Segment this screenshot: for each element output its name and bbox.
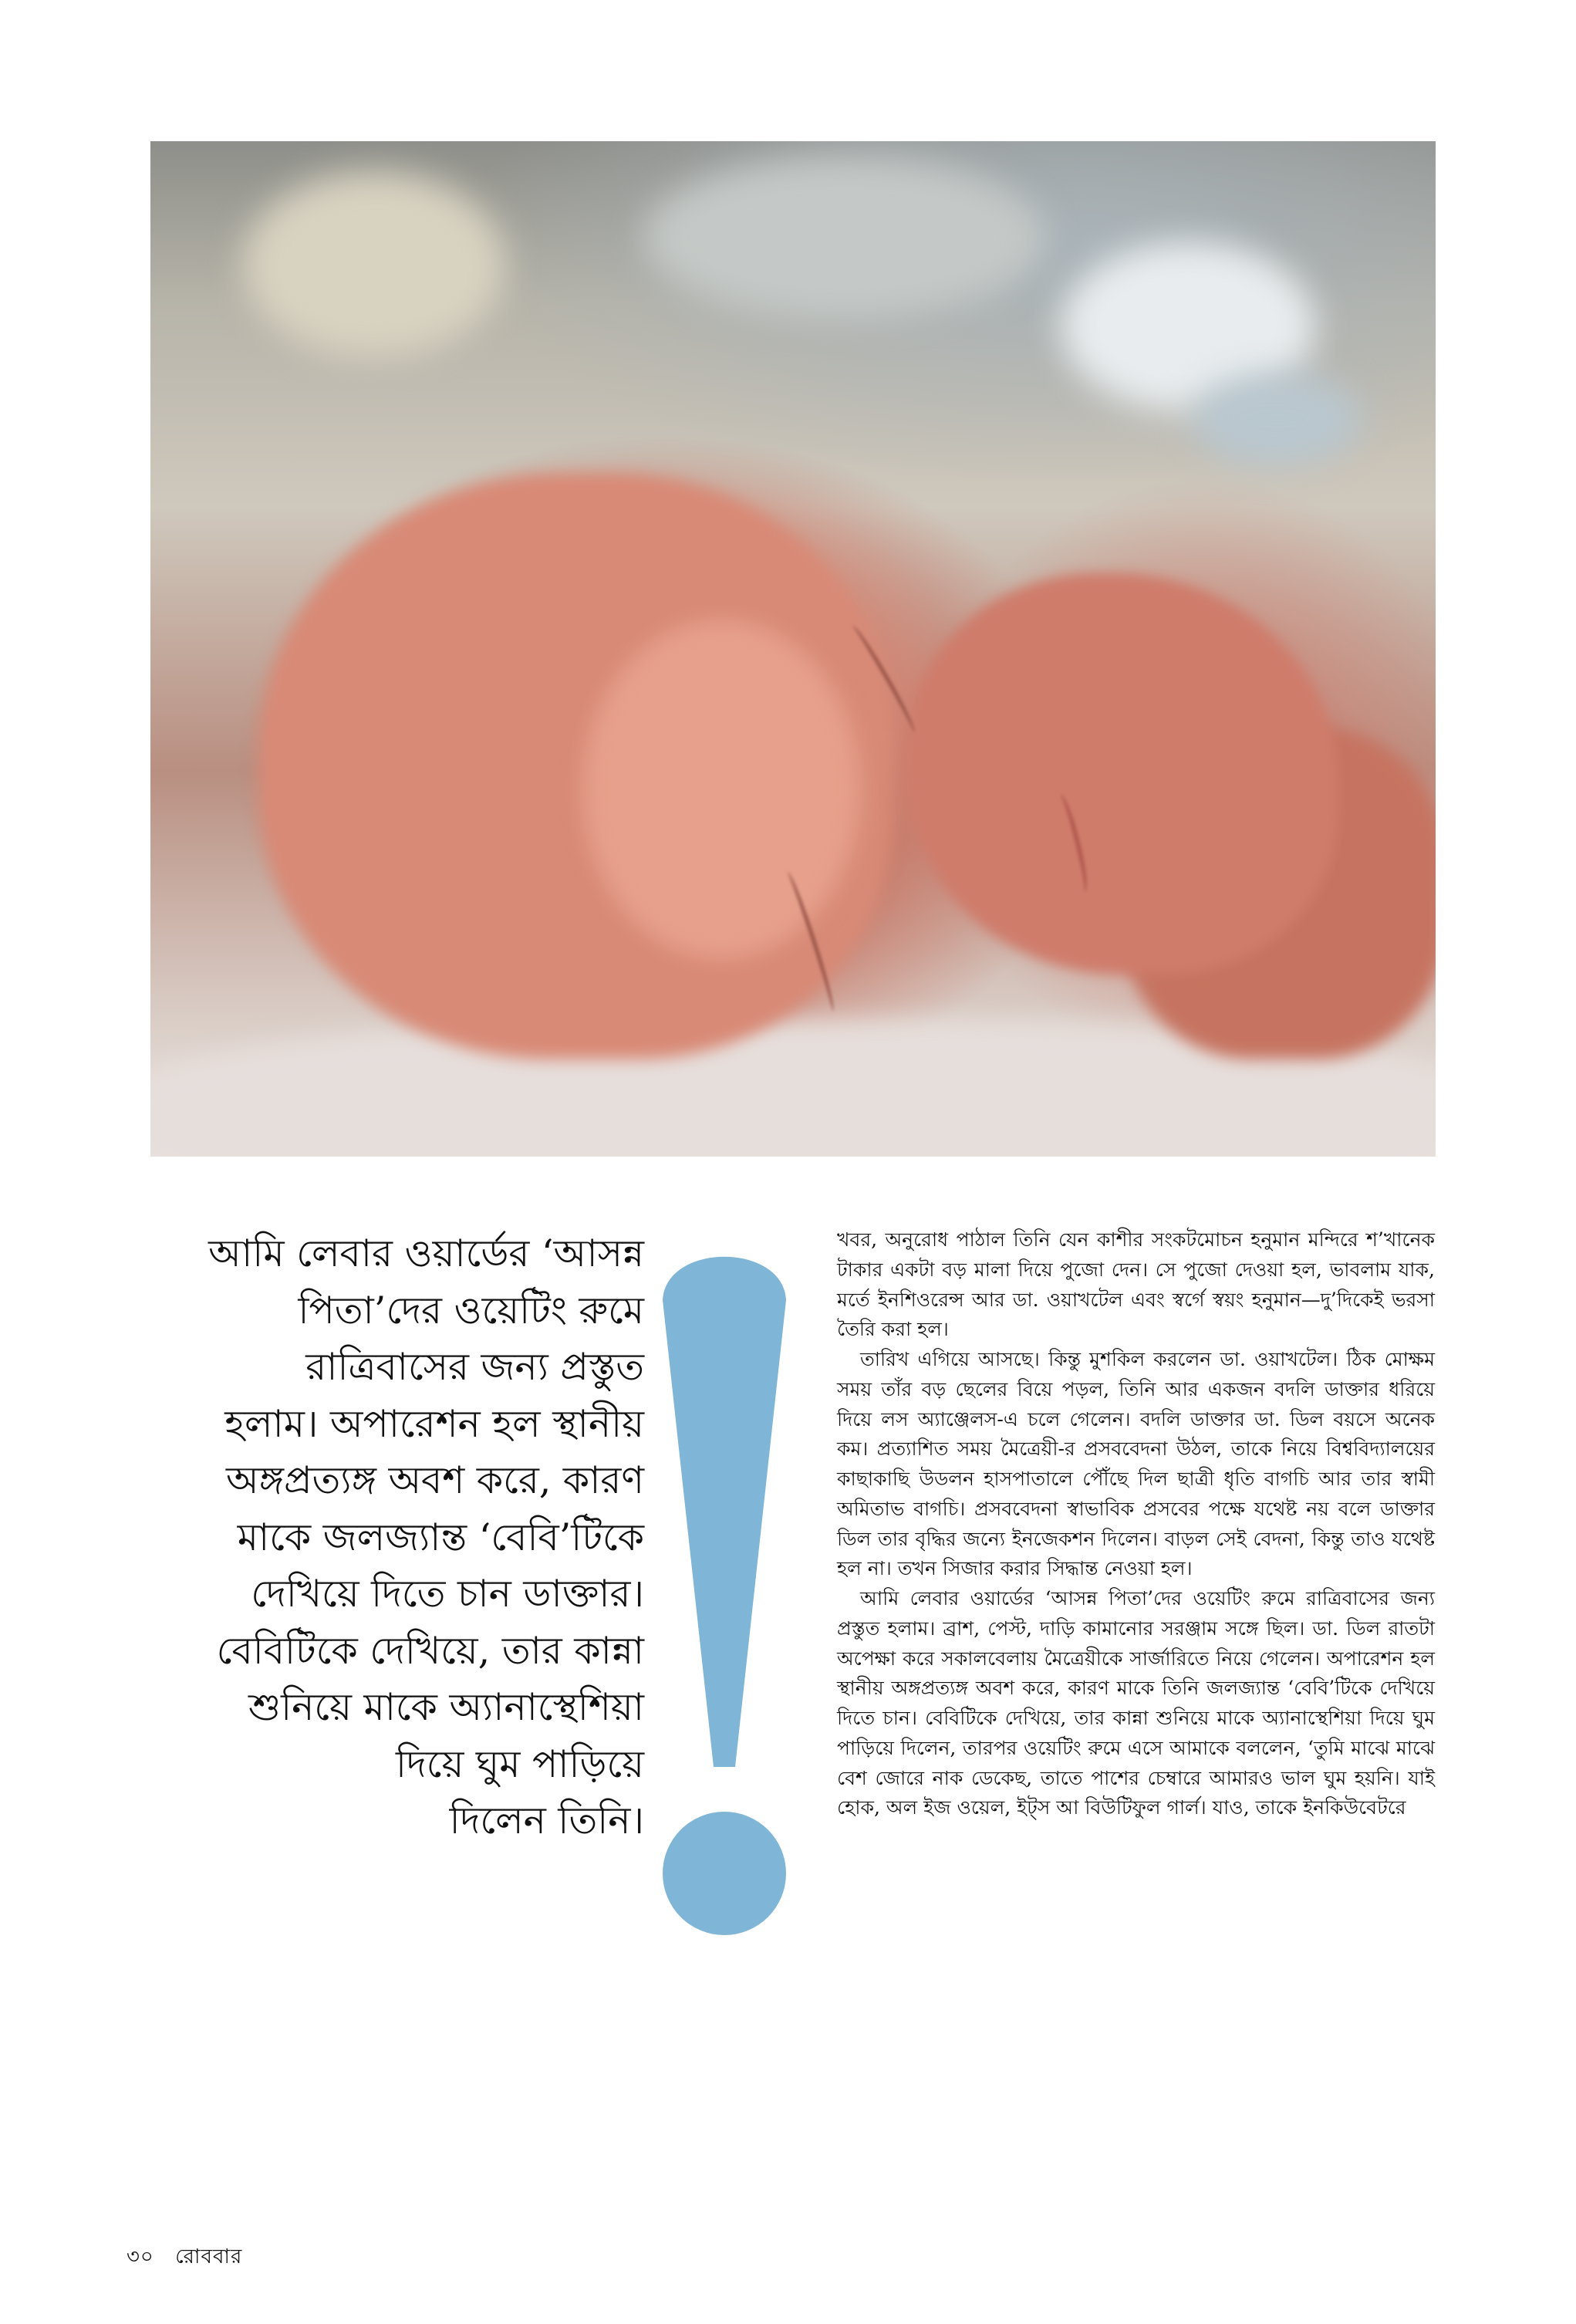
article-body bbox=[837, 1225, 1435, 1823]
exclamation-bar bbox=[663, 1257, 786, 1767]
baby-fist bbox=[906, 573, 1338, 975]
exclamation-dot bbox=[663, 1812, 786, 1935]
exclamation-mark-graphic bbox=[658, 1227, 791, 1937]
page-number: ৩০ bbox=[127, 2245, 154, 2268]
publication-name: রোববার bbox=[175, 2245, 243, 2268]
article-paragraph: তারিখ এগিয়ে আসছে। কিন্তু মুশকিল করলেন ডা. ওয়াখটেল। ঠিক মোক্ষম সময় তাঁর বড় ছেলের বিয়ে পড়ল, তিনি আর একজন বদলি ডাক্তার ধরিয়ে দিয়ে লস অ্যাঞ্জেলস-এ চলে গেলেন। বদলি ডাক্তার ডা. ডিল বয়সে অনেক কম। প্রত্যাশিত সময় মৈত্রেয়ী-র প্রসববেদনা উঠল, তাকে নিয়ে বিশ্ববিদ্যালয়ের কাছাকাছি উডলন হাসপাতালে পৌঁছে দিল ছাত্রী ধৃতি বাগচি আর তার স্বামী অমিতাভ বাগচি। প্রসববেদনা স্বাভাবিক প্রসবের পক্ষে যথেষ্ট নয় বলে ডাক্তার ডিল তার বৃদ্ধির জন্যে ইনজেকশন দিলেন। বাড়ল সেই বেদনা, কিন্তু তাও যথেষ্ট হল না। তখন সিজার করার সিদ্ধান্ত নেওয়া হল। bbox=[837, 1348, 1435, 1580]
photo-background-blur bbox=[1192, 373, 1362, 465]
pull-quote: আমি লেবার ওয়ার্ডের ‘আসন্ন পিতা’দের ওয়েটিং রুমে রাত্রিবাসের জন্য প্রস্তুত হলাম। অপারেশন হল স্থানীয় অঙ্গপ্রত্যঙ্গ অবশ করে, কারণ মাকে জলজ্যান্ত ‘বেবি’টিকে দেখিয়ে দিতে চান ডাক্তার। বেবিটিকে দেখিয়ে, তার কান্না শুনিয়ে মাকে অ্যানাস্থেশিয়া দিয়ে ঘুম পাড়িয়ে দিলেন তিনি। bbox=[208, 1231, 644, 1843]
baby-cheek bbox=[582, 620, 860, 959]
page-footer bbox=[127, 2241, 242, 2275]
article-paragraph: আমি লেবার ওয়ার্ডের ‘আসন্ন পিতা’দের ওয়েটিং রুমে রাত্রিবাসের জন্য প্রস্তুত হলাম। ব্রাশ, পেস্ট, দাড়ি কামানোর সরঞ্জাম সঙ্গে ছিল। ডা. ডিল রাতটা অপেক্ষা করে সকালবেলায় মৈত্রেয়ীকে সার্জারিতে নিয়ে গেলেন। অপারেশন হল স্থানীয় অঙ্গপ্রত্যঙ্গ অবশ করে, কারণ মাকে তিনি জলজ্যান্ত ‘বেবি’টিকে দেখিয়ে দিতে চান। বেবিটিকে দেখিয়ে, তার কান্না শুনিয়ে মাকে অ্যানাস্থেশিয়া দিয়ে ঘুম পাড়িয়ে দিলেন, তারপর ওয়েটিং রুমে এসে আমাকে বললেন, ‘তুমি মাঝে মাঝে বেশ জোরে নাক ডেকেছ, তাতে পাশের চেম্বারে আমারও ভাল ঘুম হয়নি। যাই হোক, অল ইজ ওয়েল, ইট্স আ বিউটিফুল গার্ল। যাও, তাকে ইনকিউবেটরে bbox=[837, 1587, 1435, 1819]
photo-background-blur bbox=[644, 157, 1045, 319]
article-paragraph: খবর, অনুরোধ পাঠাল তিনি যেন কাশীর সংকটমোচন হনুমান মন্দিরে শ’খানেক টাকার একটা বড় মালা দিয়ে পুজো দেন। সে পুজো দেওয়া হল, ভাবলাম যাক, মর্তে ইনশিওরেন্স আর ডা. ওয়াখটেল এবং স্বর্গে স্বয়ং হনুমান—দু’দিকেই ভরসা তৈরি করা হল। bbox=[837, 1228, 1435, 1341]
newborn-photo bbox=[150, 141, 1436, 1157]
photo-background-blur bbox=[243, 172, 505, 357]
